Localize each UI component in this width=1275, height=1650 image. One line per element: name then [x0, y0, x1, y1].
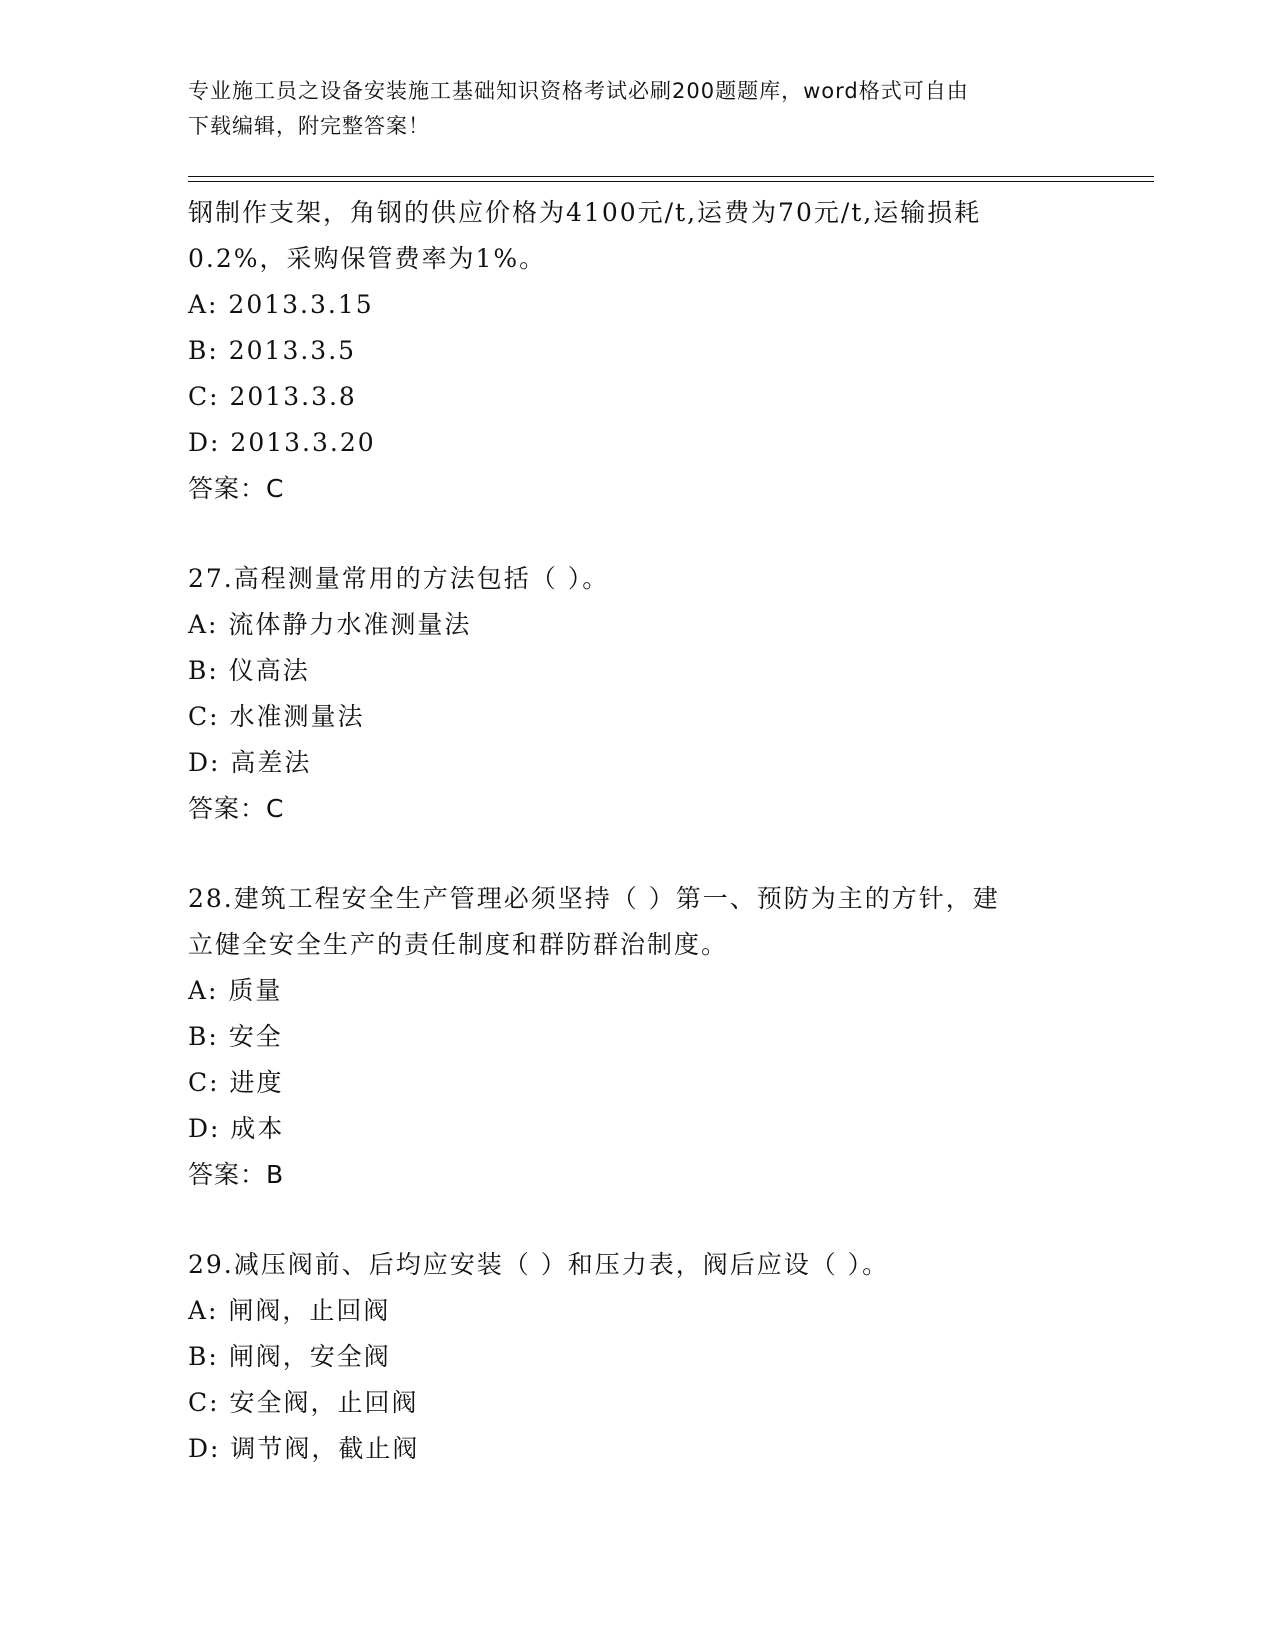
question-stem: 29.减压阀前、后均应安装（ ）和压力表，阀后应设（ ）。	[188, 1250, 890, 1279]
option-d: D: 2013.3.20	[188, 428, 376, 457]
header-line-2: 下载编辑，附完整答案！	[188, 114, 430, 138]
option-a: A: 质量	[188, 976, 283, 1005]
header-rule-top	[188, 176, 1154, 177]
option-b: B: 仪高法	[188, 656, 310, 685]
option-c: C: 2013.3.8	[188, 382, 357, 411]
option-a: A: 流体静力水准测量法	[188, 610, 472, 639]
option-b: B: 2013.3.5	[188, 336, 357, 365]
spacer	[188, 832, 1108, 876]
option-d: D: 高差法	[188, 748, 312, 777]
answer: 答案：C	[188, 474, 285, 503]
option-c: C: 水准测量法	[188, 702, 365, 731]
question-stem: 27.高程测量常用的方法包括（ ）。	[188, 564, 610, 593]
option-b: B: 安全	[188, 1022, 283, 1051]
question-28	[188, 876, 1108, 1198]
option-a: A: 闸阀，止回阀	[188, 1296, 391, 1325]
question-29	[188, 1242, 1108, 1472]
option-a: A: 2013.3.15	[188, 290, 374, 319]
question-26	[188, 190, 1108, 512]
question-stem: 28.建筑工程安全生产管理必须坚持（ ）第一、预防为主的方针，建	[188, 884, 1000, 913]
header-line-1: 专业施工员之设备安装施工基础知识资格考试必刷200题题库，word格式可自由	[188, 79, 969, 103]
question-list	[188, 190, 1108, 1472]
spacer	[188, 1198, 1108, 1242]
question-stem: 0.2%，采购保管费率为1%。	[188, 244, 547, 273]
spacer	[188, 512, 1108, 556]
question-27	[188, 556, 1108, 832]
option-d: D: 调节阀，截止阀	[188, 1434, 420, 1463]
header-rule-bottom	[188, 181, 1154, 182]
answer: 答案：C	[188, 794, 285, 823]
option-d: D: 成本	[188, 1114, 285, 1143]
option-c: C: 进度	[188, 1068, 284, 1097]
question-stem: 钢制作支架，角钢的供应价格为4100元/t,运费为70元/t,运输损耗	[188, 198, 982, 227]
option-b: B: 闸阀，安全阀	[188, 1342, 391, 1371]
document-header	[188, 74, 1088, 144]
question-stem: 立健全安全生产的责任制度和群防群治制度。	[188, 930, 729, 959]
answer: 答案：B	[188, 1160, 285, 1189]
option-c: C: 安全阀，止回阀	[188, 1388, 419, 1417]
